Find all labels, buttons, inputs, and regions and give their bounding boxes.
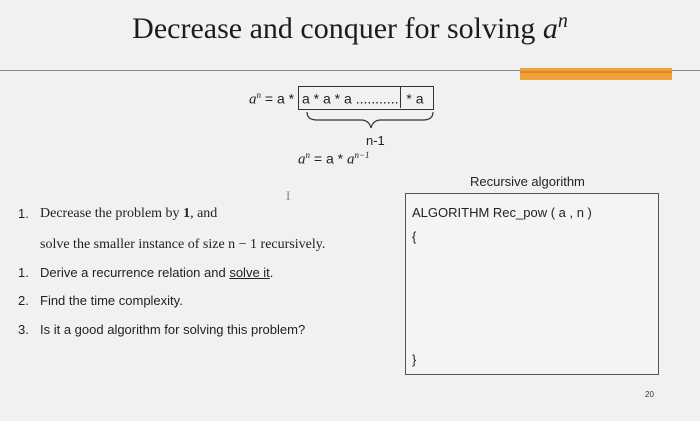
equation-recursive	[298, 150, 370, 169]
title-text: Decrease and conquer for solving	[132, 12, 536, 45]
list-text-underline: solve it	[229, 265, 270, 280]
eq2-lhs-var: a	[298, 151, 306, 168]
accent-bar-line	[520, 71, 672, 73]
list-text: solve the smaller instance of size n − 1 recursively.	[40, 237, 326, 252]
algorithm-header: ALGORITHM Rec_pow ( a , n )	[412, 205, 592, 220]
brace-label: n-1	[366, 133, 385, 148]
algorithm-close-brace: }	[412, 352, 417, 367]
equation-expansion	[249, 90, 424, 109]
list-number: 1.	[18, 206, 29, 221]
eq2-exp: n−1	[354, 150, 370, 160]
eq2-lhs-sup: n	[305, 150, 310, 160]
list-text: Find the time complexity.	[40, 293, 183, 308]
slide-title	[0, 10, 700, 46]
list-text-part: , and	[190, 206, 218, 221]
list-text	[40, 265, 273, 280]
algorithm-box	[405, 193, 659, 375]
underbrace	[305, 110, 435, 132]
algorithm-open-brace: {	[412, 229, 417, 244]
eq2-base: a	[346, 151, 355, 168]
list-number: 1.	[18, 265, 29, 280]
eq1-lhs-sup: n	[256, 90, 261, 100]
list-number: 2.	[18, 293, 29, 308]
list-text-part: .	[269, 265, 274, 280]
eq1-last: * a	[406, 90, 424, 107]
eq2-rhs: = a *	[313, 150, 344, 167]
list-number: 3.	[18, 322, 29, 337]
accent-bar	[520, 68, 672, 80]
list-text	[40, 206, 217, 222]
page-number: 20	[645, 390, 654, 399]
title-variable: a	[542, 12, 558, 45]
eq1-lhs-var: a	[249, 91, 257, 108]
text-cursor-icon: I	[286, 188, 291, 203]
eq1-rhs: = a *	[264, 90, 295, 107]
list-text-part: Decrease the problem by	[40, 206, 184, 221]
list-text: Is it a good algorithm for solving this problem?	[40, 322, 306, 337]
list-text-bold: 1	[183, 206, 191, 221]
list-text-part: Derive a recurrence relation and	[40, 265, 230, 280]
algorithm-label: Recursive algorithm	[470, 174, 585, 189]
title-exponent: n	[557, 10, 568, 32]
eq1-boxed: a * a * a ...........	[301, 90, 399, 107]
